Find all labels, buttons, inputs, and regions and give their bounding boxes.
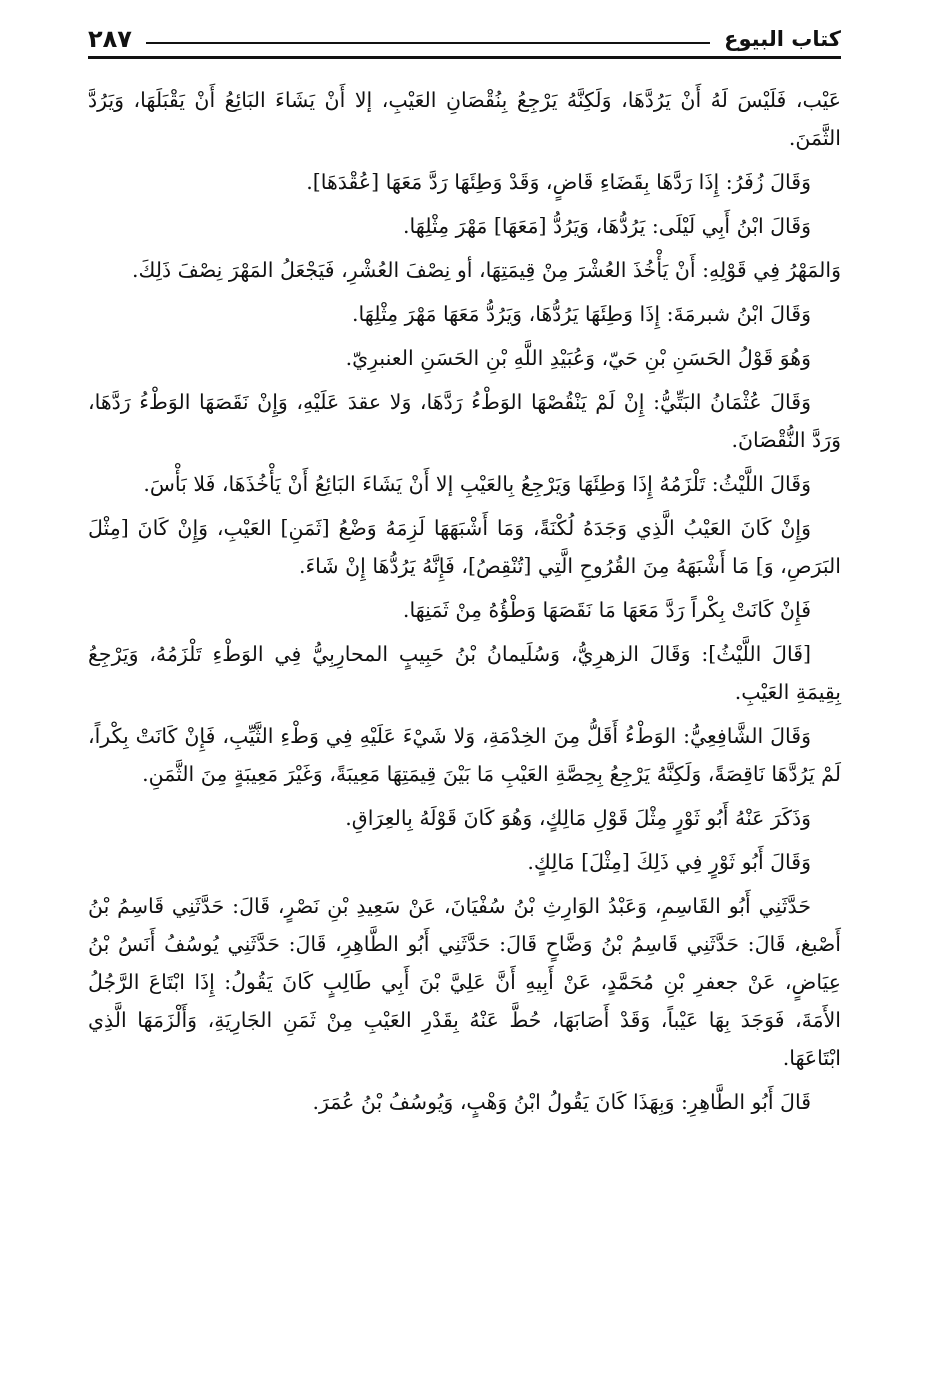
paragraph: وَإِنْ كَانَ العَيْبُ الَّذِي وَجَدَهُ لُكْنَةً، وَمَا أَشْبَهَهَا لَزِمَهُ وَضْعُ [ثَمَنِ] العَيْبِ، وَإِنْ كَانَ [مِثْلَ البَرَصِ، وَ] مَا أَشْبَهَهُ مِنَ القُرُوحِ الَّتِي [تُنْقِصُ]، فَإِنَّهُ يَرُدُّهَا إِنْ شَاءَ. [88, 516, 841, 578]
paragraph: وَقَالَ ابْنُ شبرمَةَ: إِذَا وَطِئَهَا يَرُدُّهَا، وَيَرُدُّ مَعَهَا مَهْرَ مِثْلِهَا. [352, 302, 811, 326]
paragraph: وَالمَهْرُ فِي قَوْلِهِ: أَنْ يَأْخُذَ العُشْرَ مِنْ قِيمَتِهَا، أو نِصْفَ العُشْرِ، فَيَجْعَلُ المَهْرَ نِصْفَ ذَلِكَ. [132, 258, 841, 282]
paragraph: قَالَ أَبُو الطَّاهِرِ: وَبِهَذَا كَانَ يَقُولُ ابْنُ وَهْبٍ، وَيُوسُفُ بْنُ عُمَرَ. [312, 1090, 811, 1114]
paragraph: وَقَالَ أَبُو ثَوْرٍ فِي ذَلِكَ [مِثْلَ] مَالِكٍ. [527, 850, 811, 874]
paragraph: وَقَالَ زُفَرُ: إِذَا رَدَّهَا بِقَضَاءِ قَاضٍ، وَقَدْ وَطِئَهَا رَدَّ مَعَهَا [عُقْدَهَا]. [306, 170, 811, 194]
paragraph: فَإِنْ كَانَتْ بِكْراً رَدَّ مَعَهَا مَا نَقَصَهَا وَطْؤُهُ مِنْ ثَمَنِهَا. [402, 598, 811, 622]
header-divider [146, 42, 710, 44]
paragraph: وَذَكَرَ عَنْهُ أَبُو ثَوْرٍ مِثْلَ قَوْلِ مَالِكٍ، وَهُوَ كَانَ قَوْلَهُ بِالعِرَاقِ. [345, 806, 811, 830]
paragraph: عَيْب، فَلَيْسَ لَهُ أَنْ يَرُدَّهَا، وَلَكِنَّهُ يَرْجِعُ بِنُقْصَانِ العَيْبِ، إلا أَنْ يَشَاءَ البَائِعُ أَنْ يَقْبَلَهَا، وَيَرُدَّ الثَّمَنَ. [88, 88, 841, 150]
paragraph: [قَالَ اللَّيْثُ]: وَقَالَ الزهرِيُّ، وَسُلَيمانُ بْنُ حَبِيبٍ المحارِبِيُّ فِي الوَطْءِ تَلْزَمُهُ، وَيَرْجِعُ بِقِيمَةِ العَيْبِ. [88, 642, 841, 704]
header-rule [88, 56, 841, 59]
paragraph: وَقَالَ عُثْمَانُ البَتِّيُّ: إِنْ لَمْ يَنْقُصْهَا الوَطْءُ رَدَّهَا، وَلا عقدَ عَلَيْهِ، وَإِنْ نَقَصَهَا الوَطْءُ رَدَّهَا، وَرَدَّ النُّقْصَانَ. [88, 390, 841, 452]
paragraph: وَقَالَ اللَّيْثُ: تَلْزَمُهُ إِذَا وَطِئَهَا وَيَرْجِعُ بِالعَيْبِ إلا أَنْ يَشَاءَ البَائِعُ أَنْ يَأْخُذَهَا، فَلا بَأْسَ. [143, 472, 811, 496]
page-body [88, 81, 841, 1121]
page-number: ٢٨٧ [88, 25, 132, 53]
paragraph: وَقَالَ ابْنُ أَبِي لَيْلَى: يَرُدُّهَا، وَيَرُدُّ [مَعَهَا] مَهْرَ مِثْلِهَا. [402, 214, 811, 238]
paragraph: حَدَّثَنِي أَبُو القَاسِمِ، وَعَبْدُ الوَارِثِ بْنُ سُفْيَانَ، عَنْ سَعِيدِ بْنِ نَصْرٍ، قَالَ: حَدَّثَنِي قَاسِمُ بْنُ أَصْبغ، قَالَ: حَدَّثَنِي قَاسِمُ بْنُ وَضَّاحٍ قَالَ: حَدَّثَنِي أَبُو الطَّاهِرِ، قَالَ: حَدَّثَنِي يُوسُفُ أَنَسُ بْنُ عِيَاضٍ، عَنْ جعفرِ بْنِ مُحَمَّدٍ، عَنْ أَبِيهِ أَنَّ عَلِيَّ بْنَ أَبِي طَالِبٍ كَانَ يَقُولُ: إِذَا ابْتَاعَ الرَّجُلُ الأَمَةَ، فَوَجَدَ بِهَا عَيْباً، وَقَدْ أَصَابَهَا، حُطَّ عَنْهُ بِقَدْرِ العَيْبِ مِنْ ثَمَنِ الجَارِيَةِ، وَأَلْزَمَهَا الَّذِي ابْتَاعَهَا. [88, 894, 841, 1070]
running-header [88, 0, 841, 52]
chapter-title: كتاب البيوع [724, 27, 841, 51]
paragraph: وَهُوَ قَوْلُ الحَسَنِ بْنِ حَيّ، وَعُبَيْدِ اللَّهِ بْنِ الحَسَنِ العنبرِيّ. [345, 346, 811, 370]
paragraph: وَقَالَ الشَّافِعِيُّ: الوَطْءُ أَقَلُّ مِنَ الخِدْمَةِ، وَلا شَيْءَ عَلَيْهِ فِي وَطْءِ الثَّيِّبِ، فَإِنْ كَانَتْ بِكْراً، لَمْ يَرُدَّهَا نَاقِصَةً، وَلَكِنَّهُ يَرْجِعُ بِحِصَّةِ العَيْبِ مَا بَيْنَ قِيمَتِهَا مَعِيبَةً، وَغَيْرَ مَعِيبَةٍ مِنَ الثَّمَنِ. [88, 724, 841, 786]
